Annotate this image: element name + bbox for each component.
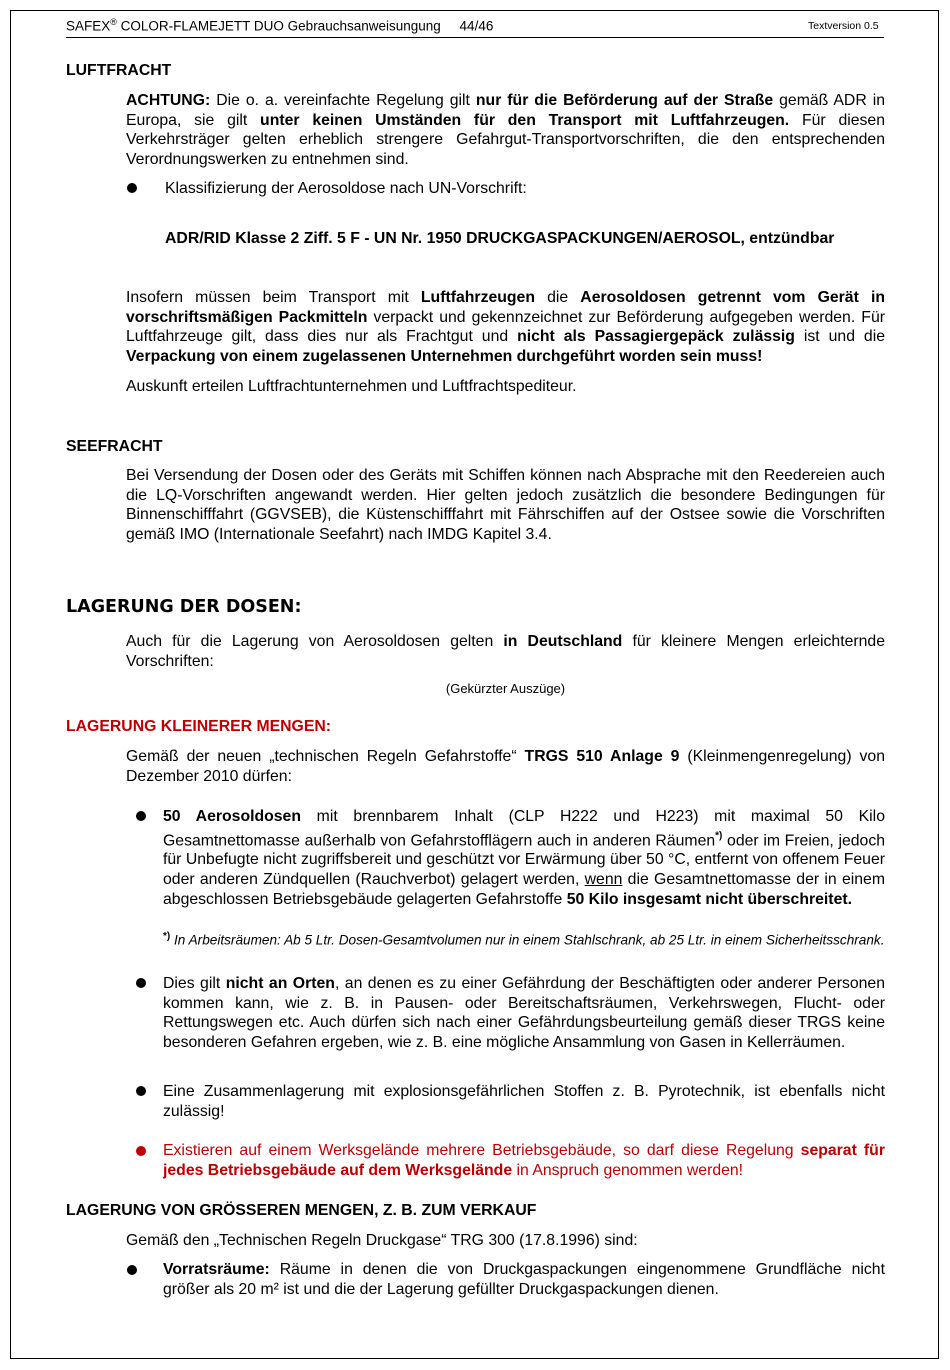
excerpt-note: (Gekürzter Auszüge) xyxy=(445,681,566,696)
text-run: mit brennbarem Inhalt (CLP H222 und H223) mit maximal 50 Kilo Gesamtnettomasse außerhalb von Gefahrstofflägern auch in anderen Räumen xyxy=(163,808,885,849)
text-run: die Gesamtnettomasse der in einem abgeschlossen Betriebsgebäude gelagerten Gefahrstoffe xyxy=(163,871,885,908)
header-rule xyxy=(66,37,884,38)
text-run: Auch für die Lagerung von Aerosoldosen gelten xyxy=(126,633,504,650)
text-run: oder im Freien, jedoch für Unbefugte nicht zugriffsbereit und geschützt vor Erwärmung über 50 °C, entfernt von offenem Feuer oder anderen Zündquellen (Rauchverbot) gelagert werden, xyxy=(163,831,886,889)
text-run: Die o. a. vereinfachte Regelung gilt xyxy=(210,92,476,109)
seefracht-paragraph: Bei Versendung der Dosen oder des Geräts mit Schiffen können nach Absprache mit den Reedereien auch die LQ-Vorschriften angewandt werden. Hier gelten jedoch zusätzlich die besondere Bedingungen für Binnenschifffahrt (GGVSEB), die Küstenschifffahrt mit Fährschiffen auf der Ostsee sowie die Vorschriften gemäß IMO (Internationale Seefahrt) nach IMDG Kapitel 3.4. xyxy=(126,467,885,543)
luftfracht-bullet-1: Klassifizierung der Aerosoldose nach UN-Vorschrift: xyxy=(165,180,527,197)
groessere-bullet-1 xyxy=(163,1260,885,1299)
heading-kleinere-mengen: LAGERUNG KLEINERER MENGEN: xyxy=(66,718,332,735)
kleinere-bullet-1 xyxy=(163,807,885,909)
text-run: 50 Kilo insgesamt nicht überschreitet. xyxy=(566,890,853,908)
lagerung-paragraph xyxy=(126,632,885,671)
header-title: SAFEX® COLOR-FLAMEJETT DUO Gebrauchsanweisungung 44/46 xyxy=(66,17,494,34)
page-number: 44/46 xyxy=(459,18,494,34)
kleinere-bullet-3: Eine Zusammenlagerung mit explosionsgefährlichen Stoffen z. B. Pyrotechnik, ist ebenfalls nicht zulässig! xyxy=(163,1083,885,1120)
heading-groessere-mengen: LAGERUNG VON GRÖSSEREN MENGEN, Z. B. ZUM VERKAUF xyxy=(66,1202,537,1219)
text-run: , an denen es zu einer Gefährdung der Beschäftigten oder anderer Personen kommen kann, wie z. B. in Pausen- oder Bereitschaftsräumen, Verkehrswegen, Flucht- oder Rettungswegen etc. Auch dürfen sich nach einer Gefährdungsbeurteilung gemäß dieser TRGS keine besonderen Gefahren ergeben, wie z. B. eine mögliche Ansammlung von Gasen in Kellerräumen. xyxy=(163,975,886,1051)
heading-seefracht: SEEFRACHT xyxy=(66,438,163,455)
text-run: 50 Aerosoldosen xyxy=(163,808,301,825)
text-run: Insofern müssen beim Transport mit xyxy=(126,289,421,306)
text-run: TRGS 510 Anlage 9 xyxy=(524,748,680,765)
groessere-paragraph: Gemäß den „Technischen Regeln Druckgase“ TRG 300 (17.8.1996) sind: xyxy=(126,1232,638,1249)
text-run: Luftfahrzeugen xyxy=(420,289,535,306)
text-run: in Deutschland xyxy=(503,633,623,650)
text-run: separat für jedes Betriebsgebäude auf dem Werksgelände xyxy=(163,1142,885,1179)
text-run: ACHTUNG: xyxy=(126,92,211,109)
text-run: ist und die xyxy=(794,328,885,346)
bullet-dot xyxy=(136,811,146,821)
text-run: Dies gilt xyxy=(163,975,226,992)
text-run: in Anspruch genommen werden! xyxy=(512,1161,744,1179)
bullet-dot xyxy=(127,183,137,193)
classification-text: ADR/RID Klasse 2 Ziff. 5 F - UN Nr. 1950 DRUCKGASPACKUNGEN/AEROSOL, entzündbar xyxy=(165,230,835,247)
text-run: unter keinen Umständen für den Transport mit Luftfahrzeugen. xyxy=(260,111,790,129)
text-run: Räume in denen die von Druckgaspackungen eingenommene Grundfläche nicht größer als 20 m² ist und die der Lagerung gefüllter Druckgaspackungen dienen. xyxy=(163,1261,885,1298)
text-run: Vorratsräume: xyxy=(163,1261,270,1278)
luftfracht-paragraph-3: Auskunft erteilen Luftfrachtunternehmen und Luftfrachtspediteur. xyxy=(126,378,577,395)
text-run: Existieren auf einem Werksgelände mehrere Betriebsgebäude, so darf diese Regelung xyxy=(163,1142,801,1159)
kleinere-bullet-4 xyxy=(163,1141,885,1180)
text-run: für kleinere Mengen erleichternde Vorschriften: xyxy=(126,633,885,670)
kleinere-paragraph xyxy=(126,747,885,786)
text-run: verpackt und gekennzeichnet zur Beförderung aufgegeben werden. Für Luftfahrzeuge gilt, dass dies nur als Frachtgut und xyxy=(126,308,885,346)
heading-lagerung: LAGERUNG DER DOSEN: xyxy=(66,597,302,617)
footnote-arbeitsraeume: *) In Arbeitsräumen: Ab 5 Ltr. Dosen-Gesamtvolumen nur in einem Stahlschrank, ab 25 Ltr. in einem Sicherheitsschrank. xyxy=(163,931,885,948)
text-run: Verpackung von einem zugelassenen Unternehmen durchgeführt worden sein muss! xyxy=(126,347,763,365)
text-run: Gemäß der neuen „technischen Regeln Gefahrstoffe“ xyxy=(126,748,525,765)
text-run: Für diesen Verkehrsträger gelten erheblich strengere Gefahrgut-Transportvorschriften, die den entsprechenden Verordnungswerken zu entnehmen sind. xyxy=(126,111,885,168)
bullet-dot xyxy=(136,978,146,988)
text-run: die xyxy=(535,289,581,306)
text-run: (Kleinmengenregelung) von Dezember 2010 dürfen: xyxy=(126,748,885,785)
luftfracht-paragraph-1 xyxy=(126,91,885,169)
bullet-dot-red xyxy=(136,1146,146,1156)
text-run: *) xyxy=(715,830,723,842)
text-run: nur für die Beförderung auf der Straße xyxy=(475,92,774,109)
text-run: wenn xyxy=(584,871,623,889)
text-run: Aerosoldosen getrennt vom Gerät in vorschriftsmäßigen Packmitteln xyxy=(126,289,885,326)
luftfracht-paragraph-2 xyxy=(126,288,885,366)
header-version: Textversion 0.5 xyxy=(808,20,879,32)
heading-luftfracht: LUFTFRACHT xyxy=(66,62,172,79)
text-run: nicht als Passagiergepäck zulässig xyxy=(517,328,795,346)
text-run: nicht an Orten xyxy=(225,975,335,992)
kleinere-bullet-2 xyxy=(163,974,885,1052)
text-run: gemäß ADR in Europa, sie gilt xyxy=(126,92,885,129)
bullet-dot xyxy=(136,1086,146,1096)
bullet-dot xyxy=(127,1265,137,1275)
